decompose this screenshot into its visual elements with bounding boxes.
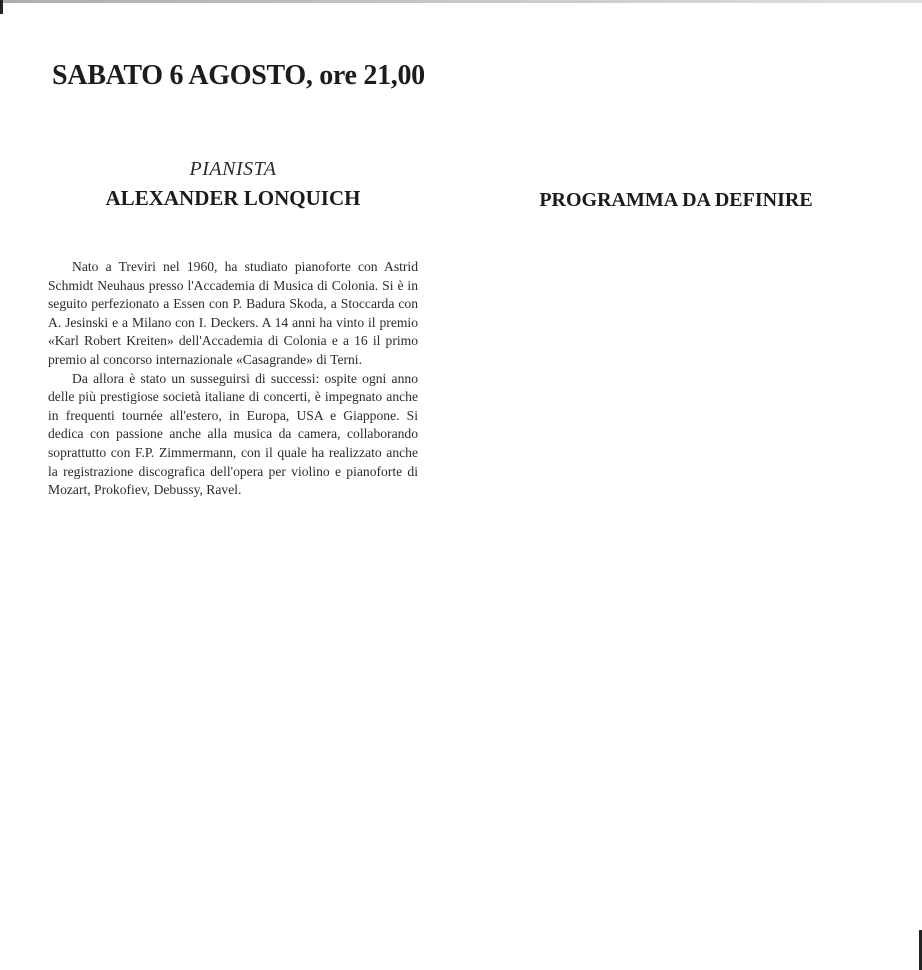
program-note: PROGRAMMA DA DEFINIRE xyxy=(539,189,813,211)
performer-biography xyxy=(48,258,418,500)
scan-edge-line xyxy=(0,0,922,3)
performer-role: PIANISTA xyxy=(189,158,277,180)
bio-paragraph: Da allora è stato un susseguirsi di successi: ospite ogni anno delle più prestigiose società italiane di concerti, è impegnato anche in frequenti tournée all'estero, in Europa, USA e Giappone. Si dedica con passione anche alla musica da camera, collaborando soprattutto con F.P. Zimmermann, con il quale ha realizzato anche la registrazione discografica dell'opera per violino e pianoforte di Mozart, Prokofiev, Debussy, Ravel. xyxy=(48,370,418,498)
event-date-heading: SABATO 6 AGOSTO, ore 21,00 xyxy=(52,60,425,91)
performer-name: ALEXANDER LONQUICH xyxy=(105,186,361,210)
scan-edge-mark-left xyxy=(0,0,3,14)
bio-paragraph: Nato a Treviri nel 1960, ha studiato pianoforte con Astrid Schmidt Neuhaus presso l'Accademia di Musica di Colonia. Si è in seguito perfezionato a Essen con P. Badura Skoda, a Stoccarda con A. Jesinski e a Milano con I. Deckers. A 14 anni ha vinto il premio «Karl Robert Kreiten» dell'Accademia di Colonia e a 16 il primo premio al concorso internazionale «Casagrande» di Terni. xyxy=(48,259,418,367)
